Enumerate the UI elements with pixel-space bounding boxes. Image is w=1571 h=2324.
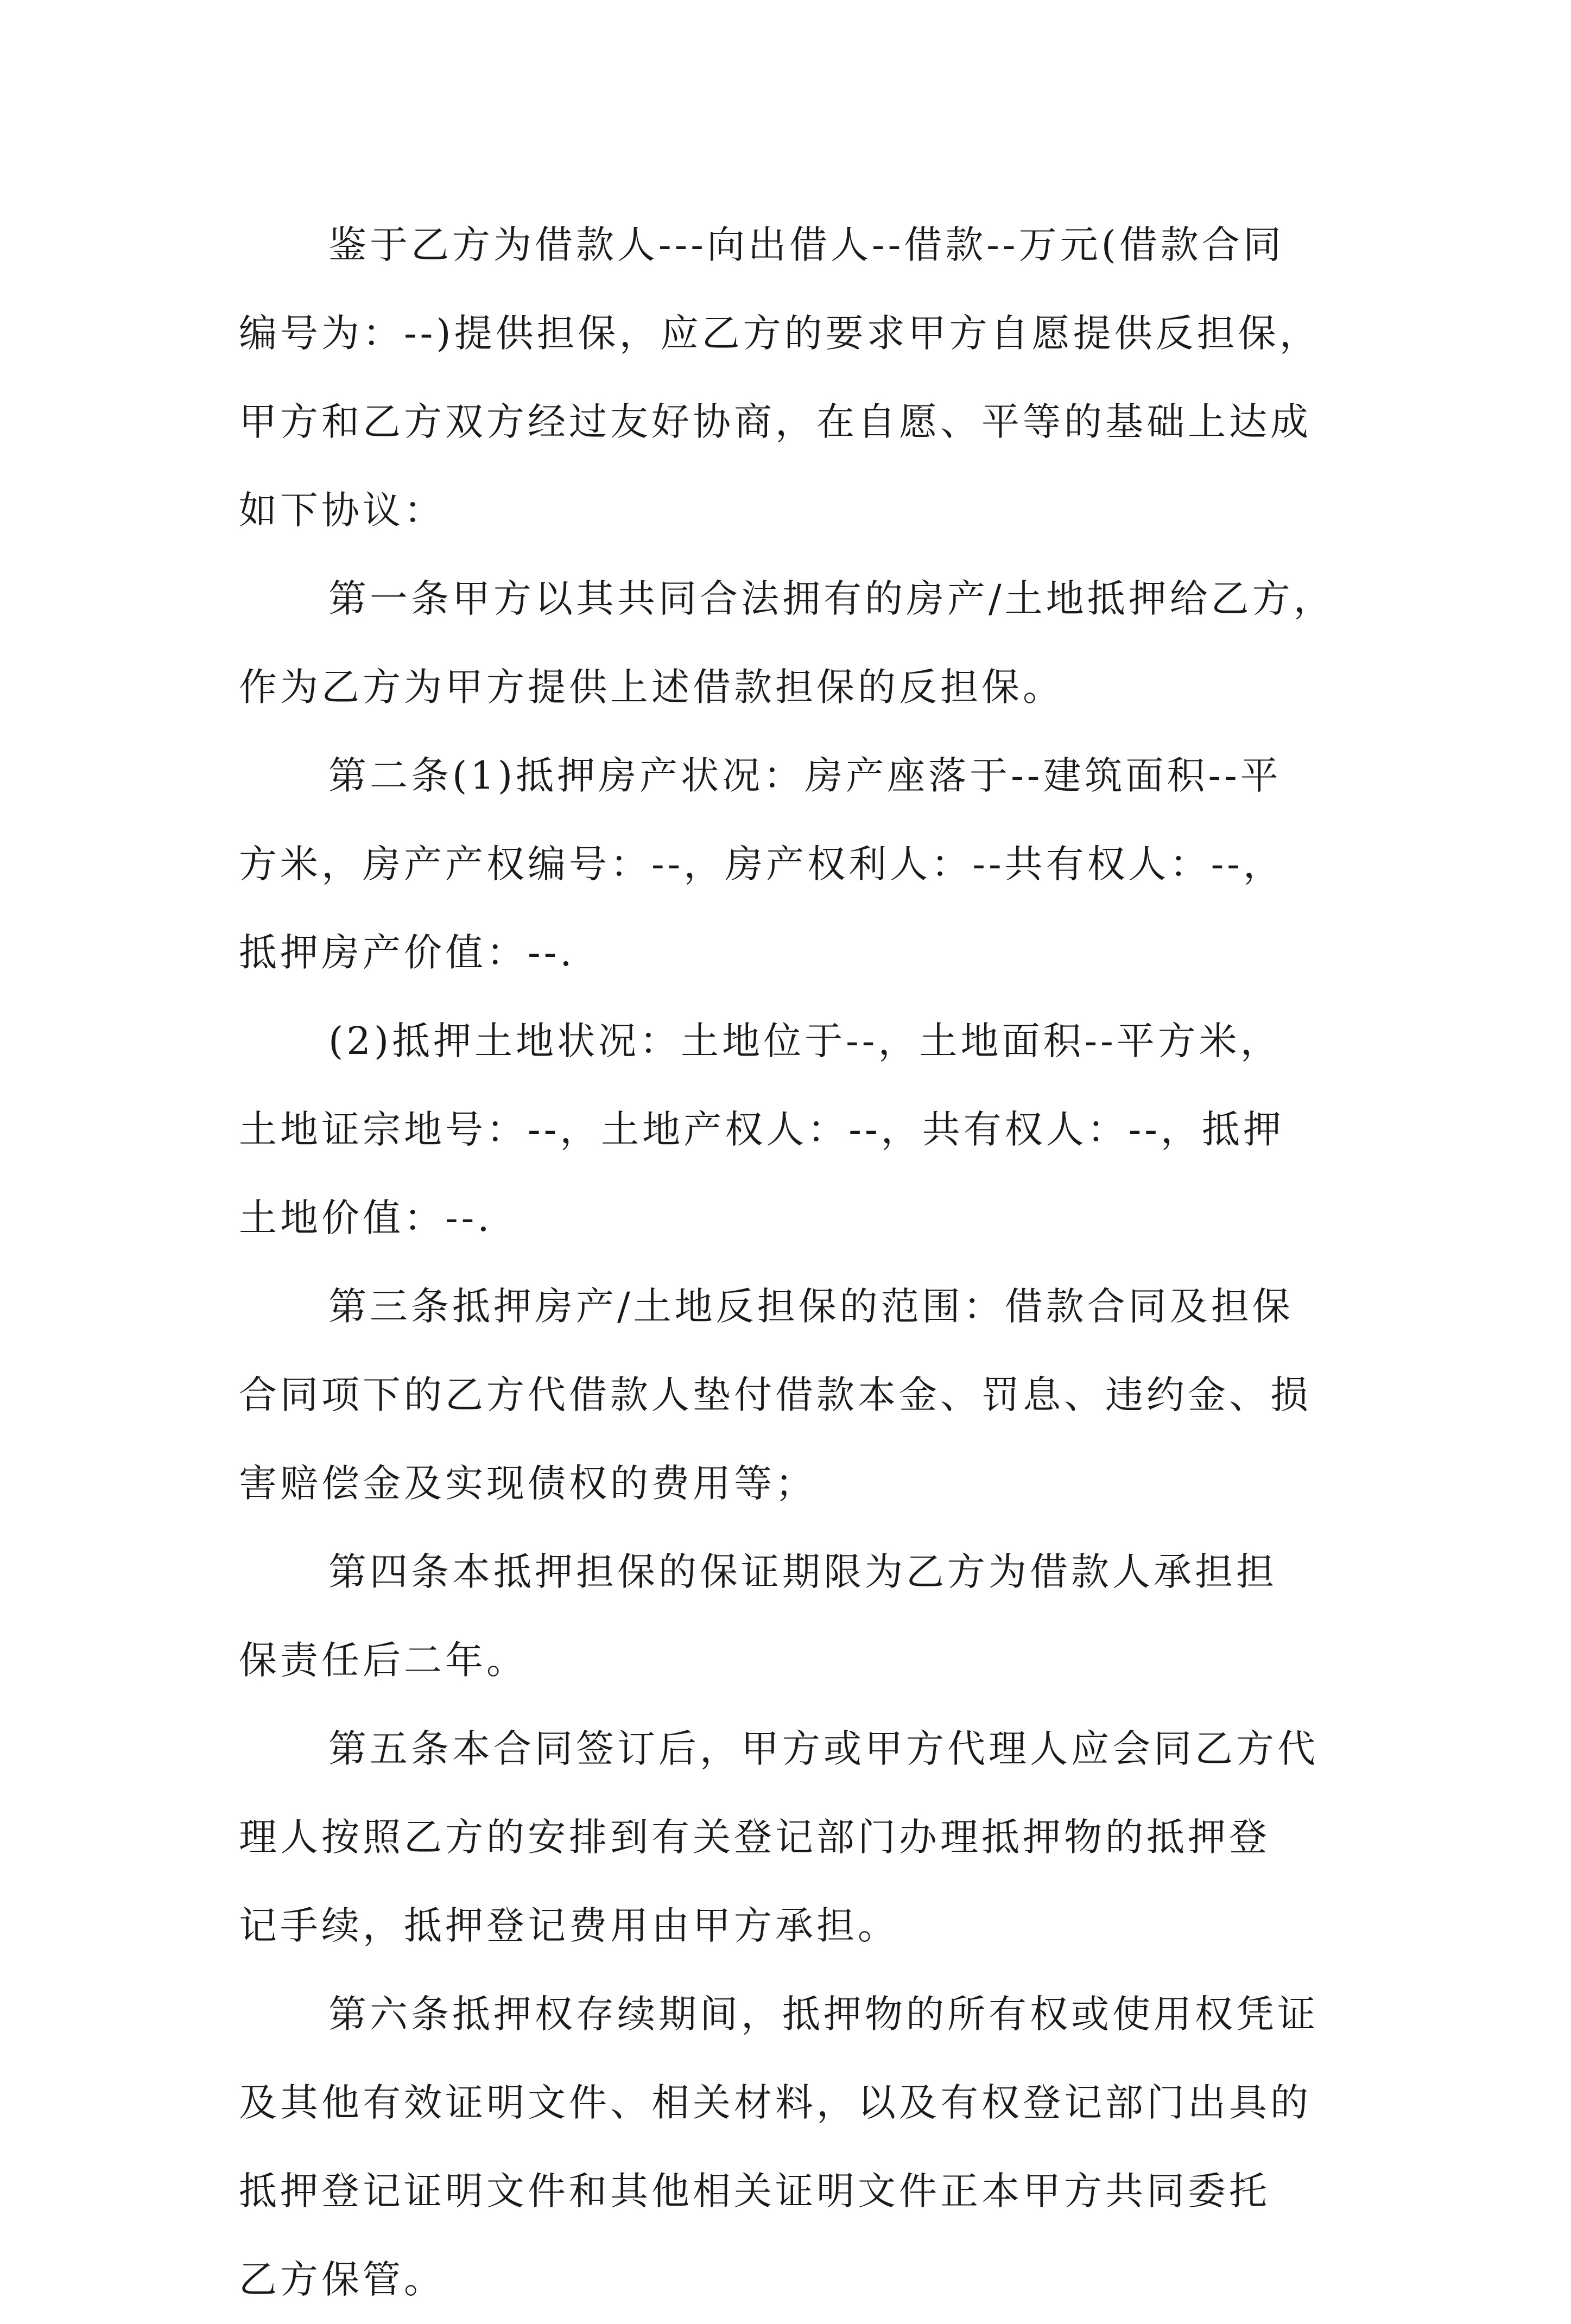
text-line: 理人按照乙方的安排到有关登记部门办理抵押物的抵押登 bbox=[239, 1815, 1270, 1859]
text-line: 抵押登记证明文件和其他相关证明文件正本甲方共同委托 bbox=[239, 2169, 1270, 2213]
text-line: 方米，房产产权编号：--，房产权利人：--共有权人：--， bbox=[239, 842, 1284, 886]
paragraph-article-2-clause-1 bbox=[239, 732, 1341, 997]
paragraph-article-2-clause-2 bbox=[239, 997, 1341, 1262]
text-line: 第六条抵押权存续期间，抵押物的所有权或使用权凭证 bbox=[328, 1992, 1319, 2036]
paragraph-preamble bbox=[239, 201, 1341, 555]
paragraph-article-3 bbox=[239, 1262, 1341, 1528]
text-line: 保责任后二年。 bbox=[239, 1638, 528, 1682]
text-line: 第三条抵押房产/土地反担保的范围：借款合同及担保 bbox=[328, 1284, 1294, 1329]
paragraph-article-4 bbox=[239, 1528, 1341, 1705]
paragraph-article-5 bbox=[239, 1705, 1341, 1970]
text-line: 土地证宗地号：--，土地产权人：--，共有权人：--，抵押 bbox=[239, 1107, 1284, 1152]
text-line: 害赔偿金及实现债权的费用等； bbox=[239, 1461, 816, 1506]
text-line: 第二条(1)抵押房产状况：房产座落于--建筑面积--平 bbox=[328, 753, 1282, 798]
text-line: 乙方保管。 bbox=[239, 2257, 445, 2302]
text-line: 作为乙方为甲方提供上述借款担保的反担保。 bbox=[239, 665, 1064, 709]
paragraph-article-1 bbox=[239, 555, 1341, 732]
text-line: 鉴于乙方为借款人---向出借人--借款--万元(借款合同 bbox=[328, 223, 1284, 267]
paragraph-article-6 bbox=[239, 1970, 1341, 2324]
text-line: 第五条本合同签订后，甲方或甲方代理人应会同乙方代 bbox=[328, 1726, 1319, 1771]
text-line: 及其他有效证明文件、相关材料，以及有权登记部门出具的 bbox=[239, 2080, 1312, 2125]
text-line: 如下协议： bbox=[239, 488, 445, 532]
text-line: 土地价值：--. bbox=[239, 1196, 493, 1240]
text-line: 甲方和乙方双方经过友好协商，在自愿、平等的基础上达成 bbox=[239, 399, 1312, 444]
text-line: 合同项下的乙方代借款人垫付借款本金、罚息、违约金、损 bbox=[239, 1373, 1312, 1417]
text-line: 第四条本抵押担保的保证期限为乙方为借款人承担担 bbox=[328, 1550, 1277, 1594]
text-line: (2)抵押土地状况：土地位于--，土地面积--平方米， bbox=[328, 1019, 1282, 1063]
text-line: 第一条甲方以其共同合法拥有的房产/土地抵押给乙方， bbox=[328, 576, 1335, 621]
text-line: 记手续，抵押登记费用由甲方承担。 bbox=[239, 1903, 899, 1948]
contract-body bbox=[239, 201, 1341, 2324]
text-line: 编号为：--)提供担保，应乙方的要求甲方自愿提供反担保， bbox=[239, 311, 1321, 355]
text-line: 抵押房产价值：--. bbox=[239, 930, 575, 975]
